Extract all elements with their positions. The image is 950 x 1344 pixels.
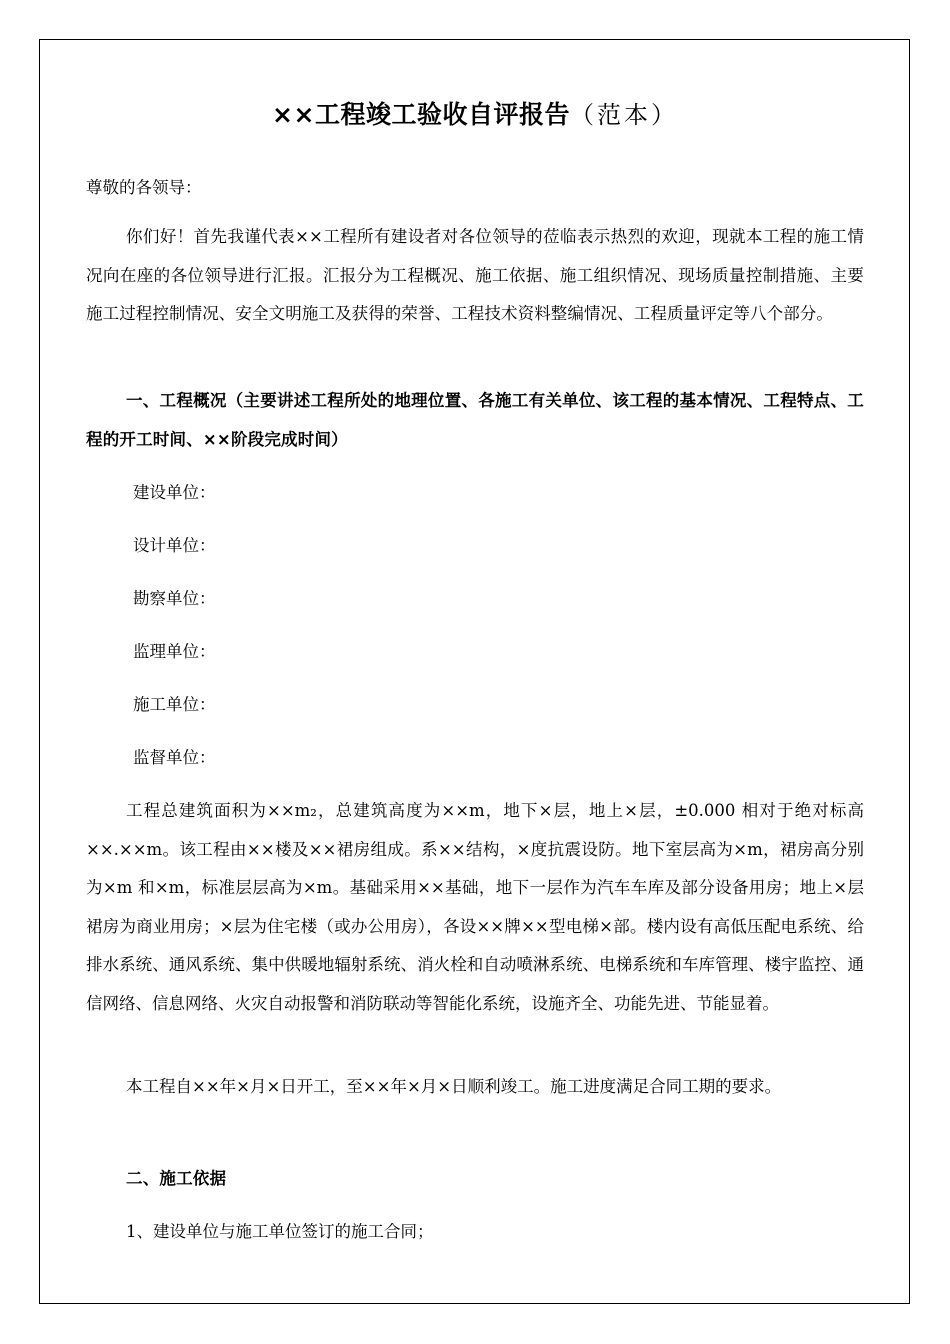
unit-contractor: 施工单位： (133, 695, 216, 714)
unit-oversight: 监督单位： (133, 748, 216, 767)
unit-supervision: 监理单位： (133, 642, 216, 661)
overview-paragraph: 工程总建筑面积为××m₂，总建筑高度为××m，地下×层，地上×层，±0.000 相对于绝对标高××.××m。该工程由××楼及××裙房组成。系××结构，×度抗震设防。地下室层高为×m，裙房高分别为×m 和×m，标准层层高为×m。基础采用××基础，地下一层作为汽车车库及部分设备用房；地上×层裙房为商业用房；×层为住宅楼（或办公用房），各设××牌××型电梯×部。楼内设有高低压配电系统、给排水系统、通风系统、集中供暖地辐射系统、消火栓和自动喷淋系统、电梯系统和车库管理、楼宇监控、通信网络、信息网络、火灾自动报警和消防联动等智能化系统，设施齐全、功能先进、节能显着。 (86, 801, 864, 1013)
section-heading-overview: 一、工程概况（主要讲述工程所处的地理位置、各施工有关单位、该工程的基本情况、工程特点、工程的开工时间、××阶段完成时间） (86, 391, 864, 449)
unit-design: 设计单位： (133, 536, 216, 555)
title-text: ××工程竣工验收自评报告 (272, 100, 570, 129)
schedule-paragraph: 本工程自××年×月×日开工，至××年×月×日顺利竣工。施工进度满足合同工期的要求。 (126, 1077, 782, 1096)
salutation: 尊敬的各领导： (86, 178, 202, 197)
section-heading-basis: 二、施工依据 (126, 1169, 227, 1188)
title-suffix: （范本） (569, 101, 678, 129)
basis-item-1: 1、建设单位与施工单位签订的施工合同； (126, 1222, 434, 1241)
unit-survey: 勘察单位： (133, 589, 216, 608)
unit-construction: 建设单位： (133, 483, 216, 502)
document-title (86, 95, 864, 131)
intro-paragraph: 你们好！首先我谨代表××工程所有建设者对各位领导的莅临表示热烈的欢迎，现就本工程的施工情况向在座的各位领导进行汇报。汇报分为工程概况、施工依据、施工组织情况、现场质量控制措施、主要施工过程控制情况、安全文明施工及获得的荣誉、工程技术资料整编情况、工程质量评定等八个部分。 (86, 227, 864, 323)
